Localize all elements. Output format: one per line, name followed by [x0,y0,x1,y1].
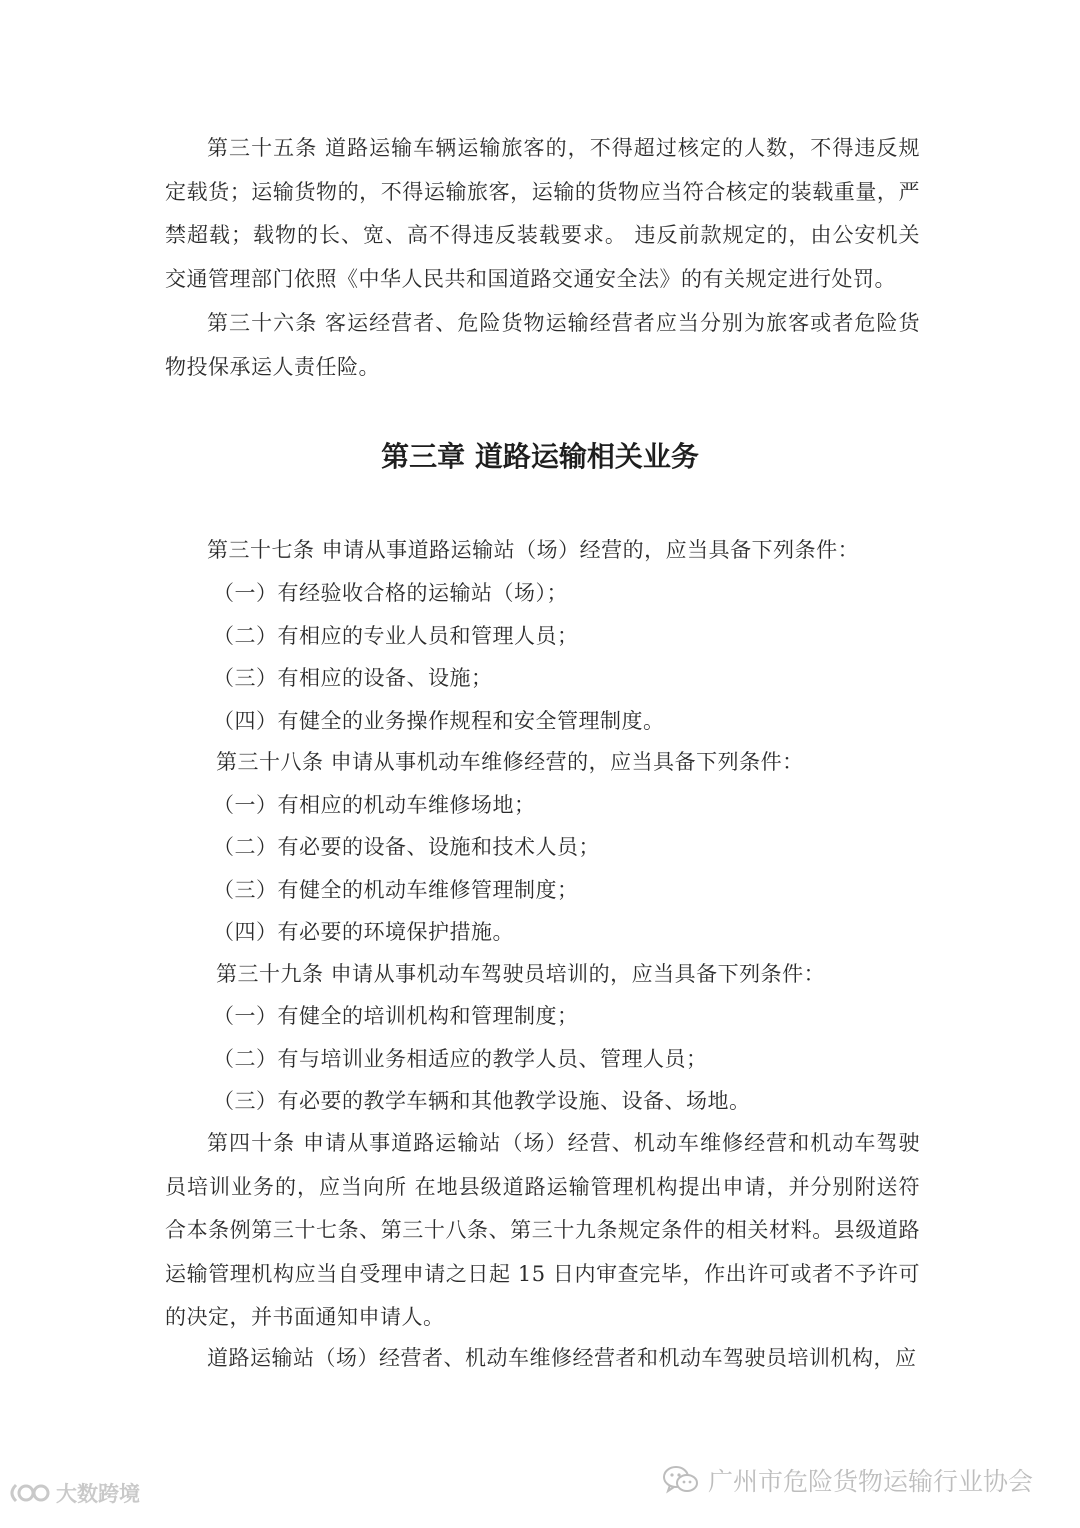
article-38-item-3: （三）有健全的机动车维修管理制度； [213,878,579,902]
article-39-item-3: （三）有必要的教学车辆和其他教学设施、设备、场地。 [213,1089,751,1113]
article-39-item-1: （一）有健全的培训机构和管理制度； [213,1004,579,1028]
article-37-heading: 第三十七条 申请从事道路运输站（场）经营的，应当具备下列条件： [207,538,860,562]
wechat-icon [662,1464,700,1496]
watermark-right [662,1462,1033,1498]
article-35-paragraph: 第三十五条 道路运输车辆运输旅客的，不得超过核定的人数，不得违反规定载货；运输货物的，不得运输旅客，运输的货物应当符合核定的装载重量，严禁超载；载物的长、宽、高不得违反装载要求。 违反前款规定的，由公安机关交通管理部门依照《中华人民共和国道路交通安全法》的有关规定进行处罚。 [165,136,920,291]
article-38-item-4: （四）有必要的环境保护措施。 [213,920,514,944]
chapter-title: 第三章 道路运输相关业务 [381,440,699,473]
watermark-left-text: 大数跨境 [56,1482,140,1506]
article-37-item-2: （二）有相应的专业人员和管理人员； [213,624,579,648]
platform-logo-icon [6,1479,52,1507]
article-40-paragraph: 第四十条 申请从事道路运输站（场）经营、机动车维修经营和机动车驾驶员培训业务的，应当向所 在地县级道路运输管理机构提出申请，并分别附送符合本条例第三十七条、第三十八条、第三十九条规定条件的相关材料。县级道路运输管理机构应当自受理申请之日起 15 日内审查完毕，作出许可或者不予许可的决定，并书面通知申请人。 [165,1131,920,1330]
article-38-heading: 第三十八条 申请从事机动车维修经营的，应当具备下列条件： [216,750,804,774]
article-39-item-2: （二）有与培训业务相适应的教学人员、管理人员； [213,1047,708,1071]
article-38-item-1: （一）有相应的机动车维修场地； [213,793,536,817]
watermark-left [6,1478,140,1508]
article-37-item-4: （四）有健全的业务操作规程和安全管理制度。 [213,709,665,733]
watermark-right-text: 广州市危险货物运输行业协会 [708,1467,1034,1496]
article-37-item-1: （一）有经验收合格的运输站（场）； [213,581,568,605]
article-37-item-3: （三）有相应的设备、设施； [213,666,493,690]
closing-paragraph: 道路运输站（场）经营者、机动车维修经营者和机动车驾驶员培训机构，应 [207,1346,917,1370]
article-36-paragraph: 第三十六条 客运经营者、危险货物运输经营者应当分别为旅客或者危险货物投保承运人责任险。 [165,311,920,379]
article-39-heading: 第三十九条 申请从事机动车驾驶员培训的，应当具备下列条件： [216,962,826,986]
article-38-item-2: （二）有必要的设备、设施和技术人员； [213,835,600,859]
